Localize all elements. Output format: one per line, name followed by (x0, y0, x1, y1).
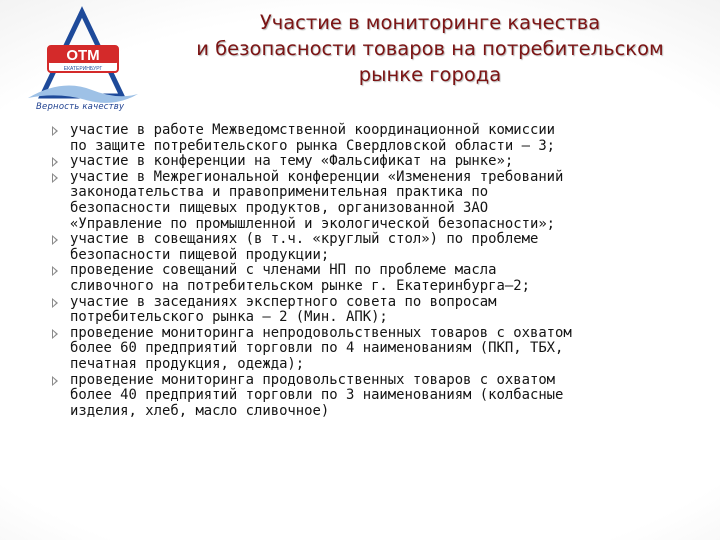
list-item-text: участие в Межрегиональной конференции «Изменения требований законодательства и правоприменительная практика по безопасности пищевых продуктов, организованной ЗАО «Управление по промышленной и экологической безопасности»; (70, 168, 564, 232)
bullet-arrow-icon (52, 235, 58, 245)
bullet-arrow-icon (52, 329, 58, 339)
bullet-arrow-icon (52, 266, 58, 276)
list-item-text: участие в конференции на тему «Фальсификат на рынке»; (70, 153, 514, 170)
list-item (52, 154, 702, 170)
page-title (150, 10, 710, 88)
list-item (52, 123, 702, 154)
otm-emblem-icon (22, 6, 142, 106)
list-item-text: проведение мониторинга непродовольственных товаров с охватом более 60 предприятий торговли по 4 наименованиям (ПКП, ТБХ, печатная продукция, одежда); (70, 324, 572, 372)
otm-logo (22, 6, 142, 118)
list-item (52, 170, 702, 232)
title-line-2: и безопасности товаров на потребительском (196, 37, 664, 60)
logo-subname: ЕКАТЕРИНБУРГ (63, 66, 103, 72)
title-line-1: Участие в мониторинге качества (259, 11, 601, 34)
bullet-arrow-icon (52, 157, 58, 167)
logo-name: ОТМ (66, 47, 100, 64)
bullet-arrow-icon (52, 173, 58, 183)
bullet-list (52, 123, 702, 419)
bullet-arrow-icon (52, 376, 58, 386)
list-item (52, 263, 702, 294)
list-item-text: проведение совещаний с членами НП по проблеме масла сливочного на потребительском рынке г. Екатеринбурга–2; (70, 262, 530, 294)
list-item (52, 295, 702, 326)
list-item-text: участие в работе Межведомственной координационной комиссии по защите потребительского рынка Свердловской области – 3; (70, 122, 556, 154)
logo-caption: Верность качеству (36, 102, 125, 112)
list-item-text: участие в заседаниях экспертного совета по вопросам потребительского рынка – 2 (Мин. АПК); (70, 293, 497, 326)
bullet-arrow-icon (52, 126, 58, 136)
list-item (52, 326, 702, 373)
list-item (52, 373, 702, 420)
list-item-text: участие в совещаниях (в т.ч. «круглый стол») по проблеме безопасности пищевой продукции; (70, 231, 539, 263)
list-item-text: проведение мониторинга продовольственных товаров с охватом более 40 предприятий торговли по 3 наименованиям (колбасные изделия, хлеб, масло сливочное) (70, 371, 564, 419)
title-line-3: рынке города (358, 63, 502, 86)
bullet-arrow-icon (52, 298, 58, 308)
list-item (52, 232, 702, 263)
